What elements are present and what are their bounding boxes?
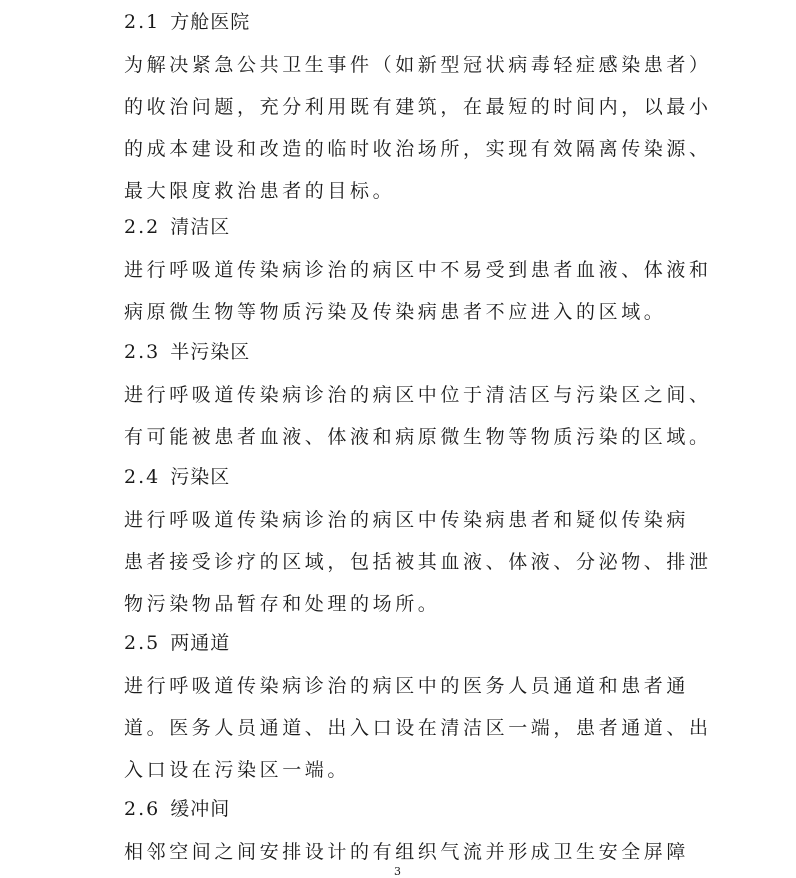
body-line: 病原微生物等物质污染及传染病患者不应进入的区域。 [124, 301, 667, 323]
body-line: 的成本建设和改造的临时收治场所，实现有效隔离传染源、 [124, 138, 712, 160]
section-number: 2.1 [124, 11, 161, 33]
section-title: 污染区 [170, 466, 231, 488]
section-heading [124, 787, 684, 831]
body-line: 入口设在污染区一端。 [124, 759, 351, 781]
section-body [124, 831, 690, 873]
section-title: 缓冲间 [170, 798, 231, 820]
section-number: 2.4 [124, 466, 161, 488]
section-heading [124, 330, 684, 374]
section-body [124, 249, 712, 333]
section-body [124, 44, 712, 212]
section-body [124, 374, 712, 458]
page-number: 3 [394, 865, 401, 878]
body-line: 道。医务人员通道、出入口设在清洁区一端，患者通道、出 [124, 717, 712, 739]
section-number: 2.3 [124, 341, 161, 363]
section-heading [124, 621, 684, 665]
section-2-6 [124, 787, 690, 873]
body-line: 进行呼吸道传染病诊治的病区中不易受到患者血液、体液和 [124, 259, 712, 281]
section-2-5 [124, 621, 712, 791]
section-title: 方舱医院 [170, 11, 251, 33]
section-title: 两通道 [170, 632, 231, 654]
section-heading [124, 0, 684, 44]
section-2-4 [124, 455, 712, 625]
section-title: 半污染区 [170, 341, 251, 363]
section-2-1 [124, 0, 712, 212]
section-number: 2.6 [124, 798, 161, 820]
section-number: 2.2 [124, 216, 161, 238]
section-body [124, 665, 712, 791]
body-line: 患者接受诊疗的区域，包括被其血液、体液、分泌物、排泄 [124, 551, 712, 573]
body-line: 进行呼吸道传染病诊治的病区中的医务人员通道和患者通 [124, 675, 690, 697]
section-heading [124, 205, 684, 249]
body-line: 相邻空间之间安排设计的有组织气流并形成卫生安全屏障 [124, 841, 690, 863]
body-line: 的收治问题，充分利用既有建筑，在最短的时间内，以最小 [124, 96, 712, 118]
body-line: 进行呼吸道传染病诊治的病区中位于清洁区与污染区之间、 [124, 384, 712, 406]
body-line: 进行呼吸道传染病诊治的病区中传染病患者和疑似传染病 [124, 509, 690, 531]
body-line: 有可能被患者血液、体液和病原微生物等物质污染的区域。 [124, 426, 712, 448]
section-heading [124, 455, 684, 499]
body-line: 为解决紧急公共卫生事件（如新型冠状病毒轻症感染患者） [124, 54, 712, 76]
section-title: 清洁区 [170, 216, 231, 238]
section-2-3 [124, 330, 712, 458]
section-number: 2.5 [124, 632, 161, 654]
body-line: 最大限度救治患者的目标。 [124, 180, 396, 202]
body-line: 物污染物品暂存和处理的场所。 [124, 593, 441, 615]
section-2-2 [124, 205, 712, 333]
section-body [124, 499, 712, 625]
